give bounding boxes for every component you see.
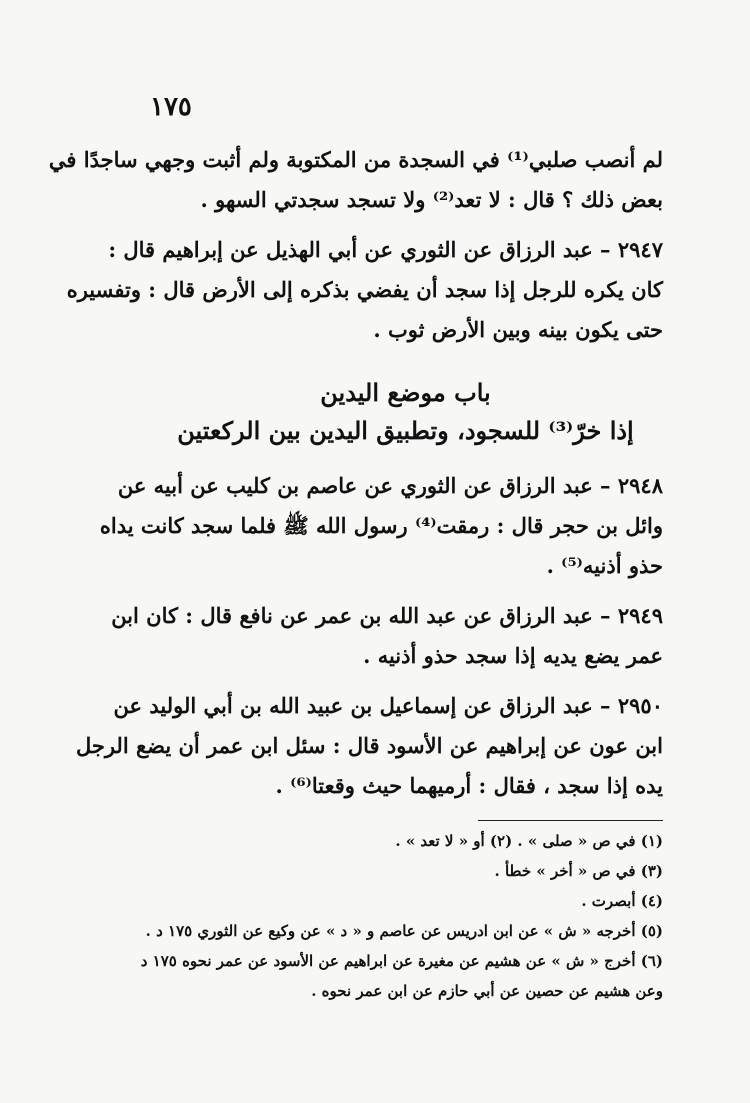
hadith-2950 — [75, 686, 663, 806]
text-line: كان يكره للرجل إذا سجد أن يفضي بذكره إلى الأرض قال : وتفسيره — [66, 277, 663, 302]
page-body — [48, 140, 663, 816]
text-line: يده إذا سجد ، فقال : أرميهما حيث وقعتا⁽⁶⁾ . — [275, 773, 663, 798]
footnote: (٥) أخرجه « ش » عن ابن ادريس عن عاصم و « د » عن وكيع عن الثوري ١٧٥ د . — [145, 922, 663, 940]
chapter-subtitle: إذا خرّ⁽³⁾ للسجود، وتطبيق اليدين بين الركعتين — [177, 416, 634, 445]
text-line: ٢٩٤٩ – عبد الرزاق عن عبد الله بن عمر عن نافع قال : كان ابن — [111, 603, 663, 628]
text-line: ابن عون عن إبراهيم عن الأسود قال : سئل ابن عمر أن يضع الرجل — [75, 733, 663, 758]
text-line: ٢٩٤٨ – عبد الرزاق عن الثوري عن عاصم بن كليب عن أبيه عن — [117, 473, 663, 498]
text-line: بعض ذلك ؟ قال : لا تعد⁽²⁾ ولا تسجد سجدتي السهو . — [200, 187, 663, 212]
chapter-heading — [148, 374, 663, 450]
hadith-2949 — [111, 596, 663, 676]
text-line: حذو أذنيه⁽⁵⁾ . — [546, 553, 663, 578]
footnotes — [140, 826, 663, 1006]
text-line: ٢٩٥٠ – عبد الرزاق عن إسماعيل بن عبيد الله بن أبي الوليد عن — [113, 693, 663, 718]
hadith-2947 — [66, 230, 663, 350]
hadith-2948 — [99, 466, 663, 586]
chapter-title: باب موضع اليدين — [320, 378, 491, 407]
footnote: (١) في ص « صلى » . (٢) أو « لا تعد » . — [395, 832, 663, 850]
text-line: عمر يضع يديه إذا سجد حذو أذنيه . — [363, 643, 663, 668]
footnote: (٣) في ص « أخر » خطأ . — [494, 862, 663, 880]
text-line: ٢٩٤٧ – عبد الرزاق عن الثوري عن أبي الهذيل عن إبراهيم قال : — [108, 237, 663, 262]
intro-paragraph — [48, 140, 663, 220]
footnote-divider — [478, 820, 663, 821]
footnote: (٦) أخرج « ش » عن هشيم عن مغيرة عن ابراهيم عن الأسود عن عمر نحوه ١٧٥ د — [140, 952, 663, 970]
text-line: وائل بن حجر قال : رمقت⁽⁴⁾ رسول الله ﷺ فلما سجد كانت يداه — [99, 513, 663, 538]
page-number: ١٧٥ — [150, 92, 192, 122]
text-line: لم أنصب صلبي⁽¹⁾ في السجدة من المكتوبة ولم أثبت وجهي ساجدًا في — [48, 147, 663, 172]
footnote: (٤) أبصرت . — [581, 892, 663, 910]
text-line: حتى يكون بينه وبين الأرض ثوب . — [373, 317, 663, 342]
footnote-continuation: وعن هشيم عن حصين عن أبي حازم عن ابن عمر نحوه . — [311, 982, 663, 1000]
